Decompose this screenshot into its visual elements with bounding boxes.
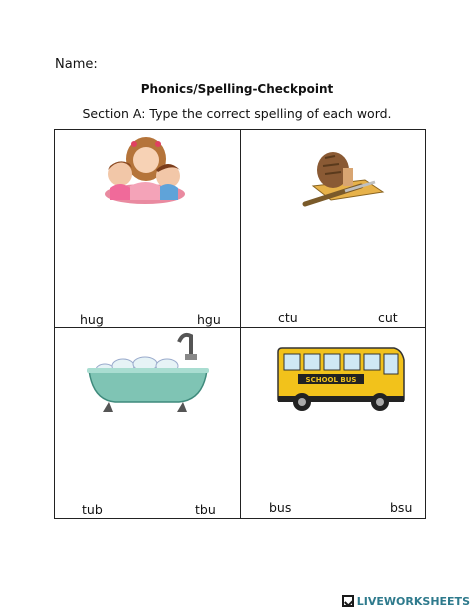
footer-brand	[342, 593, 470, 609]
hugging-family-icon	[100, 134, 190, 206]
option-label: hug	[80, 312, 104, 327]
option-label: bus	[269, 500, 292, 515]
option-label: cut	[378, 310, 398, 325]
cell-bus	[241, 328, 427, 519]
option-label: tbu	[195, 502, 216, 517]
cell-hug	[55, 130, 240, 327]
cell-tub	[55, 328, 240, 519]
worksheet-title: Phonics/Spelling-Checkpoint	[140, 82, 334, 96]
liveworksheets-logo-icon	[342, 595, 354, 607]
cell-cut	[241, 130, 427, 327]
bread-cutting-board-icon	[295, 142, 385, 212]
school-bus-lettering: SCHOOL BUS	[305, 376, 357, 384]
school-bus-icon	[274, 346, 406, 414]
option-label: bsu	[390, 500, 413, 515]
bathtub-icon	[83, 330, 213, 416]
option-label: ctu	[278, 310, 298, 325]
option-label: tub	[82, 502, 103, 517]
section-instruction: Section A: Type the correct spelling of each word.	[82, 106, 392, 121]
option-label: hgu	[197, 312, 221, 327]
answer-grid	[54, 129, 426, 519]
name-label: Name:	[55, 57, 98, 72]
brand-text: LIVEWORKSHEETS	[356, 594, 470, 608]
